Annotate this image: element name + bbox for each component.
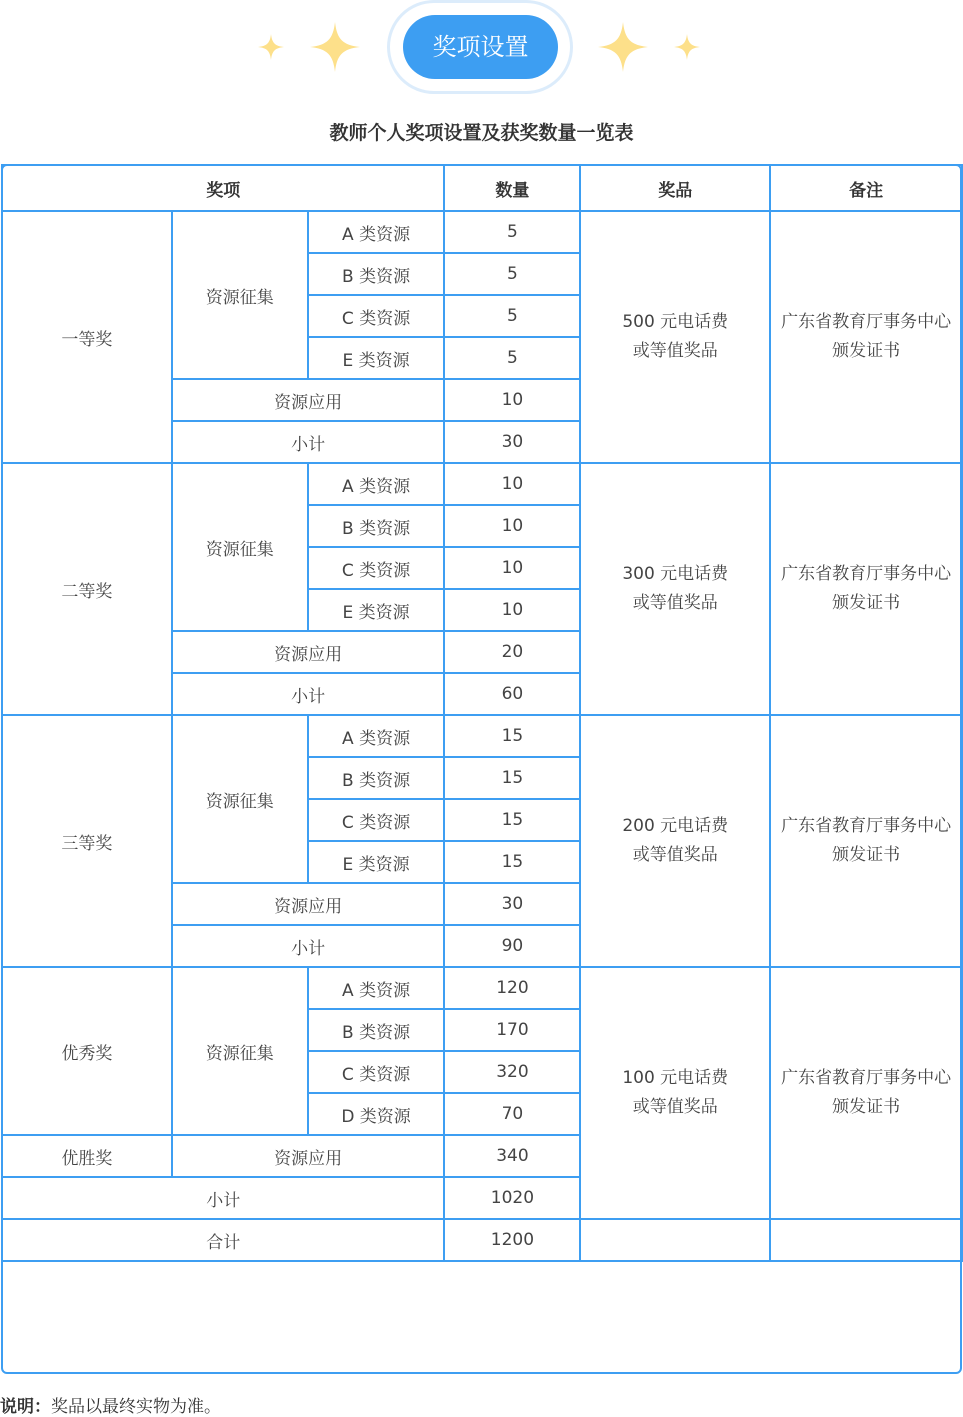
subtotal-label: 小计	[172, 673, 445, 715]
col-header-prize: 奖品	[580, 165, 770, 211]
resource-type: A 类资源	[308, 211, 445, 253]
award-name: 二等奖	[2, 463, 172, 715]
table-header-row	[2, 165, 962, 211]
remark-line: 广东省教育厅事务中心	[781, 312, 952, 332]
prize-line: 或等值奖品	[632, 1097, 718, 1117]
count-cell: 15	[444, 799, 580, 841]
header	[0, 0, 963, 100]
subtotal-label: 小计	[172, 421, 445, 463]
prize-line: 100 元电话费	[622, 1068, 729, 1088]
count-cell: 10	[444, 463, 580, 505]
collect-label: 资源征集	[172, 967, 308, 1135]
award-name: 一等奖	[2, 211, 172, 463]
resource-type: C 类资源	[308, 295, 445, 337]
prize-cell	[580, 211, 770, 463]
col-header-award: 奖项	[2, 165, 444, 211]
award-table	[1, 164, 963, 1262]
remark-line: 颁发证书	[832, 845, 901, 865]
resource-type: A 类资源	[308, 715, 445, 757]
total-label: 合计	[2, 1219, 444, 1261]
sparkle-icon	[598, 22, 648, 72]
resource-type: D 类资源	[308, 1093, 445, 1135]
prize-line: 200 元电话费	[622, 816, 729, 836]
resource-type: B 类资源	[308, 505, 445, 547]
count-cell: 10	[444, 379, 580, 421]
count-cell: 30	[444, 883, 580, 925]
count-cell: 5	[444, 337, 580, 379]
count-cell: 340	[444, 1135, 580, 1177]
award-name: 三等奖	[2, 715, 172, 967]
apply-label: 资源应用	[172, 883, 445, 925]
apply-label: 资源应用	[172, 631, 445, 673]
count-cell: 10	[444, 505, 580, 547]
count-cell: 320	[444, 1051, 580, 1093]
count-cell: 20	[444, 631, 580, 673]
sparkle-icon	[310, 22, 360, 72]
subtotal-value: 1020	[444, 1177, 580, 1219]
apply-label: 资源应用	[172, 379, 445, 421]
prize-cell	[580, 463, 770, 715]
prize-line: 或等值奖品	[632, 593, 718, 613]
count-cell: 5	[444, 295, 580, 337]
table-row	[2, 211, 962, 253]
count-cell: 70	[444, 1093, 580, 1135]
remark-line: 颁发证书	[832, 1097, 901, 1117]
prize-line: 或等值奖品	[632, 341, 718, 361]
subtotal-label: 小计	[2, 1177, 444, 1219]
prize-line: 500 元电话费	[622, 312, 729, 332]
collect-label: 资源征集	[172, 715, 308, 883]
resource-type: B 类资源	[308, 757, 445, 799]
count-cell: 10	[444, 547, 580, 589]
count-cell: 170	[444, 1009, 580, 1051]
table-row	[2, 715, 962, 757]
table-title: 教师个人奖项设置及获奖数量一览表	[329, 122, 634, 144]
remark-cell	[770, 967, 962, 1219]
prize-line: 300 元电话费	[622, 564, 729, 584]
resource-type: C 类资源	[308, 547, 445, 589]
remark-line: 颁发证书	[832, 593, 901, 613]
remark-line: 颁发证书	[832, 341, 901, 361]
resource-type: E 类资源	[308, 589, 445, 631]
remark-cell	[770, 211, 962, 463]
table-row	[2, 463, 962, 505]
prize-cell	[580, 715, 770, 967]
col-header-remark: 备注	[770, 165, 962, 211]
subtotal-label: 小计	[172, 925, 445, 967]
resource-type: A 类资源	[308, 463, 445, 505]
apply-label: 资源应用	[172, 1135, 445, 1177]
award-name: 优秀奖	[2, 967, 172, 1135]
sparkle-icon	[258, 34, 284, 60]
count-cell: 120	[444, 967, 580, 1009]
footnote-label: 说明：	[0, 1397, 51, 1417]
resource-type: E 类资源	[308, 337, 445, 379]
resource-type: B 类资源	[308, 1009, 445, 1051]
remark-line: 广东省教育厅事务中心	[781, 564, 952, 584]
empty-cell	[770, 1219, 962, 1261]
total-value: 1200	[444, 1219, 580, 1261]
resource-type: B 类资源	[308, 253, 445, 295]
total-row	[2, 1219, 962, 1261]
award-name: 优胜奖	[2, 1135, 172, 1177]
footnote-text: 奖品以最终实物为准。	[51, 1397, 221, 1417]
resource-type: E 类资源	[308, 841, 445, 883]
count-cell: 15	[444, 841, 580, 883]
table-row	[2, 967, 962, 1009]
count-cell: 5	[444, 211, 580, 253]
col-header-count: 数量	[444, 165, 580, 211]
empty-cell	[580, 1219, 770, 1261]
collect-label: 资源征集	[172, 211, 308, 379]
subtotal-value: 60	[444, 673, 580, 715]
section-badge: 奖项设置	[403, 15, 558, 79]
prize-line: 或等值奖品	[632, 845, 718, 865]
remark-cell	[770, 463, 962, 715]
count-cell: 10	[444, 589, 580, 631]
footnote	[0, 1392, 221, 1417]
sparkle-icon	[674, 34, 700, 60]
resource-type: C 类资源	[308, 1051, 445, 1093]
count-cell: 15	[444, 757, 580, 799]
count-cell: 15	[444, 715, 580, 757]
subtotal-value: 90	[444, 925, 580, 967]
remark-cell	[770, 715, 962, 967]
resource-type: A 类资源	[308, 967, 445, 1009]
subtotal-value: 30	[444, 421, 580, 463]
collect-label: 资源征集	[172, 463, 308, 631]
count-cell: 5	[444, 253, 580, 295]
remark-line: 广东省教育厅事务中心	[781, 1068, 952, 1088]
remark-line: 广东省教育厅事务中心	[781, 816, 952, 836]
resource-type: C 类资源	[308, 799, 445, 841]
prize-cell	[580, 967, 770, 1219]
